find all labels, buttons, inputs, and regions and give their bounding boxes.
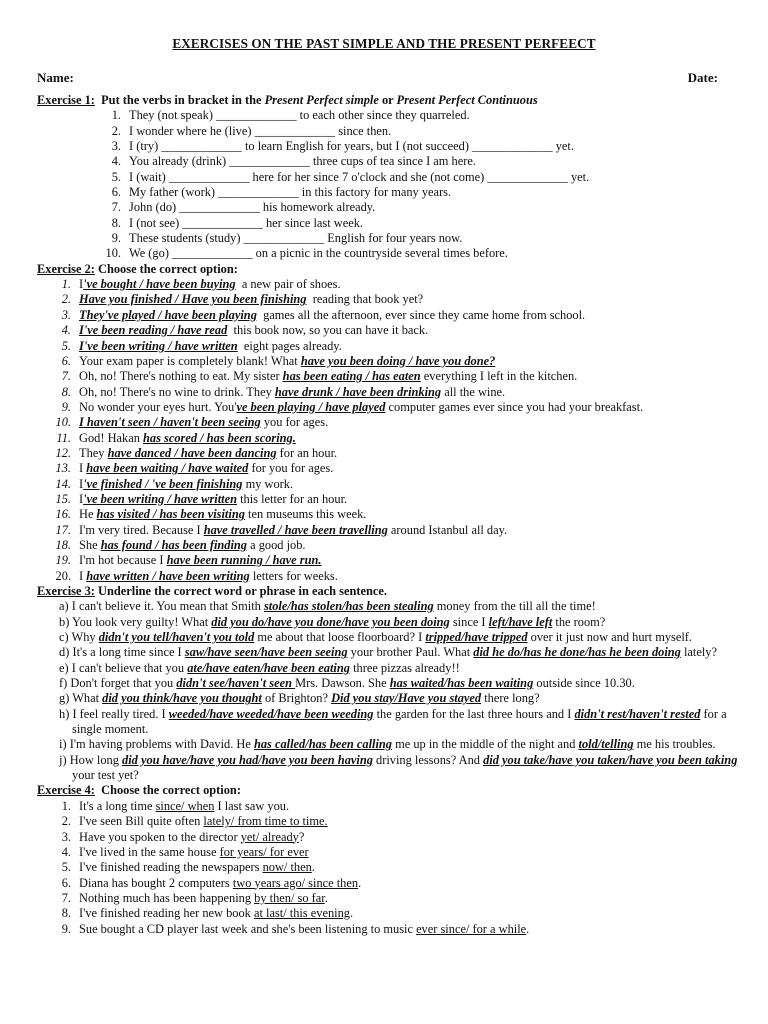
- list-item: [37, 799, 737, 814]
- list-item: [37, 400, 737, 415]
- item-text: John (do) _____________ his homework already.: [129, 200, 376, 215]
- item-text: You look very guilty! What: [71, 614, 212, 629]
- item-text-after: .: [311, 860, 315, 875]
- list-item: [37, 446, 737, 461]
- item-number: 7.: [111, 200, 121, 215]
- answer-options: ve been playing / have played: [236, 399, 386, 414]
- item-number: 3.: [61, 307, 71, 322]
- item-number: 9.: [61, 921, 71, 936]
- item-text-before: I'm very tired. Because I: [79, 522, 204, 537]
- item-text: I feel really tired. I: [72, 706, 169, 721]
- answer-options: has visited / has been visiting: [96, 507, 245, 522]
- item-number: 4.: [61, 323, 71, 338]
- list-item: [50, 676, 754, 691]
- exercise-1-number: Exercise 1:: [37, 93, 95, 107]
- exercise-1-heading: [37, 93, 737, 108]
- list-item: [37, 415, 737, 430]
- list-item: [37, 216, 737, 231]
- name-label: Name:: [37, 70, 74, 85]
- answer-options: has been eating / has eaten: [282, 369, 421, 384]
- answer-options: has found / has been finding: [100, 537, 248, 552]
- item-text-after: for you for ages.: [248, 461, 334, 476]
- item-text: your test yet?: [72, 768, 139, 783]
- item-text: I (wait) _____________ here for her since 7 o'clock and she (not come) _____________ yet.: [129, 169, 590, 184]
- answer-options: has scored / has been scoring.: [143, 430, 296, 445]
- answer-options: did you have/have you had/have you been having: [122, 752, 373, 767]
- answer-options: 've bought / have been buying: [83, 277, 236, 292]
- list-item: [37, 339, 737, 354]
- item-text-after: my work.: [242, 476, 294, 491]
- item-number: 9.: [111, 231, 121, 246]
- list-item: [50, 691, 754, 706]
- list-item: [37, 369, 737, 384]
- list-item: [37, 277, 737, 292]
- item-text-after: ?: [298, 829, 305, 844]
- answer-options: They've played / have been playing: [79, 307, 257, 322]
- item-text: outside since 10.30.: [533, 676, 635, 691]
- item-text-after: .: [358, 875, 362, 890]
- item-text: These students (study) _____________ English for four years now.: [129, 231, 463, 246]
- item-text: I wonder where he (live) _____________ since then.: [129, 123, 392, 138]
- item-number: 14.: [55, 476, 71, 491]
- tense-name-continuous: Present Perfect Continuous: [396, 93, 538, 107]
- list-item: [37, 830, 737, 845]
- item-text-after: for an hour.: [276, 445, 338, 460]
- item-text-before: It's a long time: [79, 798, 156, 813]
- item-text: It's a long time since I: [72, 645, 185, 660]
- item-text-after: letters for weeks.: [249, 568, 338, 583]
- instruction-or: or: [378, 93, 397, 107]
- item-text: I'm having problems with David. He: [69, 737, 254, 752]
- exercise-2-instruction: Choose the correct option:: [94, 261, 238, 276]
- answer-options: two years ago/ since then: [232, 875, 359, 890]
- item-text-after: all the wine.: [441, 384, 506, 399]
- item-number: 16.: [55, 507, 71, 522]
- exercise-4-list: [37, 799, 737, 937]
- item-letter: c): [59, 630, 69, 645]
- item-text: I (try) _____________ to learn English for years, but I (not succeed) _____________ yet.: [129, 139, 574, 154]
- item-letter: b): [59, 614, 70, 629]
- exercise-3: [37, 584, 737, 783]
- exercise-2: [37, 262, 737, 584]
- item-text-before: I: [79, 568, 87, 583]
- tense-name-simple: Present Perfect simple: [264, 93, 379, 107]
- answer-options: have been running / have run.: [166, 553, 322, 568]
- item-text-before: I've finished reading the newspapers: [79, 860, 263, 875]
- list-item: [37, 292, 737, 307]
- answer-options: stole/has stolen/has been stealing: [263, 599, 434, 614]
- item-text-after: this book now, so you can have it back.: [227, 323, 429, 338]
- item-number: 6.: [61, 353, 71, 368]
- list-item: [37, 108, 737, 123]
- answer-options: ever since/ for a while: [416, 921, 527, 936]
- item-text-after: .: [526, 921, 530, 936]
- item-text-before: I: [79, 277, 84, 292]
- item-text: My father (work) _____________ in this factory for many years.: [129, 185, 452, 200]
- item-number: 10.: [105, 246, 121, 261]
- answer-options: yet/ already: [240, 829, 299, 844]
- item-number: 4.: [61, 844, 71, 859]
- item-text-after: around Istanbul all day.: [387, 522, 508, 537]
- answer-options: has waited/has been waiting: [389, 676, 534, 691]
- item-text-before: No wonder your eyes hurt. You': [79, 399, 237, 414]
- answer-options: didn't rest/haven't rested: [574, 706, 701, 721]
- item-text-before: She: [79, 537, 101, 552]
- item-text-before: He: [79, 507, 97, 522]
- name-date-line: [37, 70, 718, 85]
- answer-options: saw/have seen/have been seeing: [184, 645, 348, 660]
- answer-options: since/ when: [155, 798, 215, 813]
- list-item: [37, 246, 737, 261]
- item-letter: f): [59, 676, 68, 691]
- exercise-3-list: [37, 599, 737, 783]
- item-text-after: everything I left in the kitchen.: [420, 369, 578, 384]
- item-number: 10.: [55, 415, 71, 430]
- item-number: 8.: [111, 215, 121, 230]
- item-text: Mrs. Dawson. She: [295, 676, 390, 691]
- exercise-2-number: Exercise 2:: [37, 261, 95, 276]
- item-letter: g): [59, 691, 70, 706]
- item-number: 5.: [61, 338, 71, 353]
- item-number: 9.: [61, 399, 71, 414]
- item-text: me his troubles.: [633, 737, 716, 752]
- list-item: [37, 200, 737, 215]
- worksheet-content: [37, 93, 737, 937]
- answer-options: told/telling: [578, 737, 634, 752]
- item-number: 2.: [61, 292, 71, 307]
- answer-options: left/have left: [488, 614, 553, 629]
- list-item: [37, 523, 737, 538]
- item-text: Why: [71, 630, 99, 645]
- list-item: [37, 814, 737, 829]
- answer-options: by then/ so far: [254, 890, 325, 905]
- exercise-4-number: Exercise 4:: [37, 783, 95, 798]
- list-item: [37, 538, 737, 553]
- list-item: [37, 553, 737, 568]
- exercise-3-instruction: Underline the correct word or phrase in each sentence.: [94, 584, 387, 598]
- item-number: 2.: [61, 814, 71, 829]
- answer-options: have travelled / have been travelling: [203, 522, 388, 537]
- exercise-4: [37, 783, 737, 936]
- item-letter: h): [59, 706, 70, 721]
- item-text-after: this letter for an hour.: [237, 491, 348, 506]
- item-number: 19.: [55, 553, 71, 568]
- exercise-1-list: [37, 108, 737, 261]
- list-item: [37, 385, 737, 400]
- answer-options: 've finished / 've been finishing: [83, 476, 243, 491]
- answer-options: have drunk / have been drinking: [274, 384, 442, 399]
- list-item: [37, 139, 737, 154]
- item-text: What: [72, 691, 103, 706]
- item-number: 15.: [55, 491, 71, 506]
- item-number: 1.: [61, 798, 71, 813]
- item-letter: j): [59, 752, 67, 767]
- list-item: [50, 661, 754, 676]
- answer-options: I've been writing / have written: [79, 338, 238, 353]
- list-item: [37, 492, 737, 507]
- answer-options: did you think/have you thought: [102, 691, 262, 706]
- item-number: 2.: [111, 123, 121, 138]
- list-item: [37, 845, 737, 860]
- answer-options: ate/have eaten/have been eating: [187, 660, 350, 675]
- item-text: your brother Paul. What: [347, 645, 474, 660]
- item-text-before: I've lived in the same house: [79, 844, 220, 859]
- list-item: [50, 599, 754, 614]
- item-text: there long?: [481, 691, 540, 706]
- item-text-after: ten museums this week.: [244, 507, 367, 522]
- item-number: 4.: [111, 154, 121, 169]
- list-item: [37, 431, 737, 446]
- item-number: 1.: [111, 108, 121, 123]
- item-text-after: .: [349, 906, 354, 921]
- answer-options: 've been writing / have written: [83, 491, 237, 506]
- item-text: since I: [449, 614, 489, 629]
- item-text-before: I'm hot because I: [79, 553, 167, 568]
- item-number: 17.: [55, 522, 71, 537]
- list-item: [50, 630, 754, 645]
- item-text-before: God! Hakan: [79, 430, 143, 445]
- answer-options: I've been reading / have read: [79, 323, 228, 338]
- list-item: [37, 170, 737, 185]
- answer-options: have danced / have been dancing: [107, 445, 277, 460]
- item-number: 5.: [111, 169, 121, 184]
- item-text-after: eight pages already.: [237, 338, 342, 353]
- list-item: [37, 860, 737, 875]
- item-text-before: Oh, no! There's nothing to eat. My sister: [79, 369, 283, 384]
- answer-options: have you been doing / have you done?: [300, 353, 496, 368]
- item-text-after: a new pair of shoes.: [235, 277, 341, 292]
- answer-options: didn't see/haven't seen: [176, 676, 296, 691]
- item-text-before: Your exam paper is completely blank! What: [79, 353, 301, 368]
- list-item: [37, 922, 737, 937]
- item-letter: d): [59, 645, 70, 660]
- item-text-before: Have you spoken to the director: [79, 829, 241, 844]
- list-item: [37, 569, 737, 584]
- exercise-4-heading: [37, 783, 737, 798]
- item-text-before: They: [79, 445, 108, 460]
- list-item: [37, 477, 737, 492]
- item-text-after: a good job.: [247, 537, 306, 552]
- item-number: 8.: [61, 384, 71, 399]
- list-item: [37, 185, 737, 200]
- item-text: I can't believe it. You mean that Smith: [71, 599, 264, 614]
- list-item: [50, 707, 754, 738]
- exercise-4-instruction: Choose the correct option:: [94, 783, 241, 798]
- item-text: money from the till all the time!: [433, 599, 596, 614]
- item-letter: i): [59, 737, 67, 752]
- list-item: [50, 615, 754, 630]
- list-item: [37, 308, 737, 323]
- item-text-before: Oh, no! There's no wine to drink. They: [79, 384, 275, 399]
- list-item: [37, 323, 737, 338]
- item-number: 3.: [111, 139, 121, 154]
- item-text: me about that loose floorboard? I: [254, 630, 426, 645]
- item-text: driving lessons? And: [372, 752, 484, 767]
- exercise-2-heading: [37, 262, 737, 277]
- item-text-after: computer games ever since you had your breakfast.: [385, 399, 644, 414]
- answer-options: weeded/have weeded/have been weeding: [168, 706, 374, 721]
- list-item: [37, 154, 737, 169]
- answer-options: did you take/have you taken/have you been taking: [483, 752, 738, 767]
- item-text: the room?: [552, 614, 606, 629]
- item-text-before: Sue bought a CD player last week and she's been listening to music: [79, 921, 417, 936]
- item-text-before: I've finished reading her new book: [79, 906, 254, 921]
- exercise-3-number: Exercise 3:: [37, 584, 95, 598]
- item-text-before: Diana has bought 2 computers: [79, 875, 233, 890]
- item-number: 12.: [55, 445, 71, 460]
- item-text: over it just now and hurt myself.: [527, 630, 693, 645]
- item-text-before: I: [79, 476, 84, 491]
- answer-options: at last/ this evening: [253, 906, 350, 921]
- answer-options: lately/ from time to time.: [203, 814, 328, 829]
- item-text: lately?: [680, 645, 717, 660]
- item-text: the garden for the last three hours and I: [373, 706, 575, 721]
- answer-options: didn't you tell/haven't you told: [98, 630, 255, 645]
- exercise-1: [37, 93, 737, 262]
- list-item: [50, 737, 754, 752]
- item-text: You already (drink) _____________ three cups of tea since I am here.: [129, 154, 476, 169]
- item-number: 18.: [55, 537, 71, 552]
- answer-options: tripped/have tripped: [425, 630, 528, 645]
- item-text-after: .: [324, 890, 328, 905]
- exercise-1-instruction: Put the verbs in bracket in the: [94, 93, 265, 107]
- item-number: 6.: [61, 875, 71, 890]
- item-number: 3.: [61, 829, 71, 844]
- item-text: How long: [69, 752, 123, 767]
- item-text: They (not speak) _____________ to each other since they quarreled.: [129, 108, 470, 123]
- list-item: [50, 645, 754, 660]
- list-item: [37, 891, 737, 906]
- exercise-2-list: [37, 277, 737, 584]
- item-text-before: I've seen Bill quite often: [79, 814, 204, 829]
- answer-options: has called/has been calling: [253, 737, 392, 752]
- exercise-3-heading: [37, 584, 737, 599]
- list-item: [37, 507, 737, 522]
- item-text: I (not see) _____________ her since last week.: [129, 215, 363, 230]
- item-text: for a single moment.: [72, 706, 727, 737]
- item-number: 13.: [55, 461, 71, 476]
- item-text: three pizzas already!!: [349, 660, 460, 675]
- list-item: [37, 876, 737, 891]
- list-item: [37, 124, 737, 139]
- item-text-before: I: [79, 491, 84, 506]
- item-number: 7.: [61, 890, 71, 905]
- item-text: Don't forget that you: [70, 676, 177, 691]
- item-number: 6.: [111, 185, 121, 200]
- list-item: [37, 231, 737, 246]
- item-text-before: I: [79, 461, 87, 476]
- list-item: [37, 354, 737, 369]
- answer-options: I haven't seen / haven't been seeing: [79, 415, 261, 430]
- item-number: 11.: [56, 430, 71, 445]
- item-text: of Brighton?: [261, 691, 332, 706]
- item-text-before: Nothing much has been happening: [79, 890, 255, 905]
- date-label: Date:: [687, 70, 718, 85]
- item-number: 5.: [61, 860, 71, 875]
- item-text: We (go) _____________ on a picnic in the countryside several times before.: [129, 246, 508, 261]
- answer-options: did he do/has he done/has he been doing: [473, 645, 681, 660]
- answer-options: now/ then: [262, 860, 312, 875]
- item-letter: e): [59, 660, 69, 675]
- item-text-after: games all the afternoon, ever since they came home from school.: [256, 307, 586, 322]
- item-letter: a): [59, 599, 69, 614]
- item-text-after: you for ages.: [260, 415, 329, 430]
- answer-options: did you do/have you done/have you been doing: [211, 614, 450, 629]
- answer-options: have been waiting / have waited: [86, 461, 249, 476]
- item-text: me up in the middle of the night and: [392, 737, 579, 752]
- page-title: EXERCISES ON THE PAST SIMPLE AND THE PRESENT PERFEECT: [172, 36, 596, 51]
- item-number: 20.: [55, 568, 71, 583]
- item-number: 8.: [61, 906, 71, 921]
- item-text-after: reading that book yet?: [306, 292, 424, 307]
- answer-options: Did you stay/Have you stayed: [331, 691, 482, 706]
- answer-options: for years/ for ever: [219, 844, 309, 859]
- item-text: I can't believe that you: [71, 660, 188, 675]
- answer-options: have written / have been writing: [86, 568, 250, 583]
- list-item: [37, 461, 737, 476]
- item-number: 7.: [61, 369, 71, 384]
- answer-options: Have you finished / Have you been finishing: [79, 292, 307, 307]
- item-number: 1.: [61, 277, 71, 292]
- item-text-after: I last saw you.: [214, 798, 290, 813]
- list-item: [50, 753, 754, 784]
- list-item: [37, 906, 737, 921]
